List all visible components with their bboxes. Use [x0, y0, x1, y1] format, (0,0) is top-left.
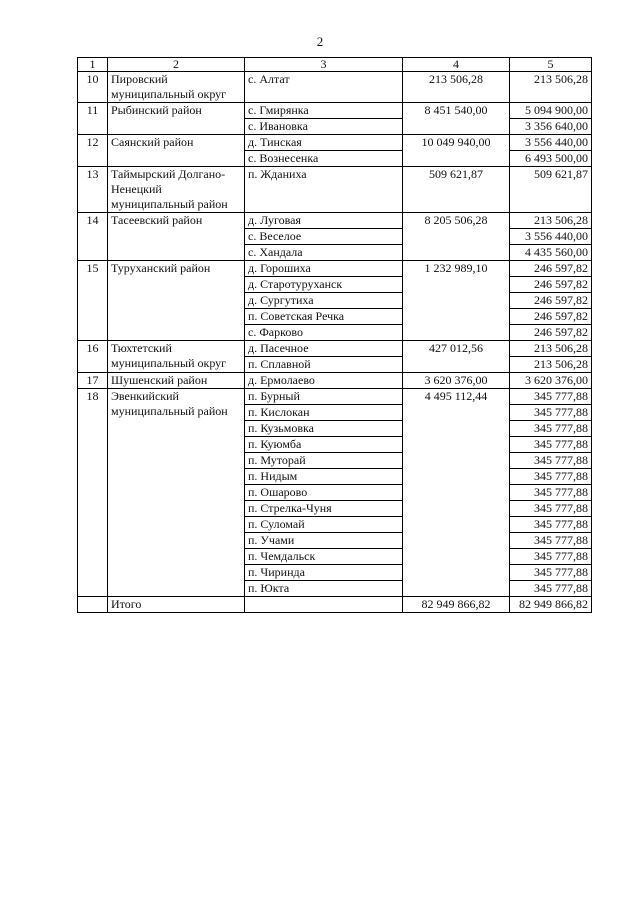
- settlement-amount: 345 777,88: [510, 389, 592, 405]
- grand-total: 82 949 866,82: [403, 597, 510, 613]
- settlement-name: п. Кислокан: [245, 405, 403, 421]
- settlement-name: д. Тинская: [245, 135, 403, 151]
- settlement-name: п. Чиринда: [245, 565, 403, 581]
- row-number: 14: [78, 213, 108, 261]
- settlement-amount: 213 506,28: [510, 341, 592, 357]
- total-empty-cell: [245, 597, 403, 613]
- settlement-amount: 213 506,28: [510, 72, 592, 103]
- settlement-amount: 4 435 560,00: [510, 245, 592, 261]
- settlement-name: п. Нидым: [245, 469, 403, 485]
- table-row: [78, 135, 592, 151]
- header-cell: 4: [403, 58, 510, 72]
- settlement-amount: 6 493 500,00: [510, 151, 592, 167]
- settlement-amount: 246 597,82: [510, 261, 592, 277]
- settlement-name: с. Фарково: [245, 325, 403, 341]
- settlement-amount: 345 777,88: [510, 405, 592, 421]
- table-row: [78, 213, 592, 229]
- region-name: Шушенский район: [108, 373, 245, 389]
- settlement-amount: 213 506,28: [510, 357, 592, 373]
- settlement-name: п. Учами: [245, 533, 403, 549]
- header-cell: 1: [78, 58, 108, 72]
- row-number: 10: [78, 72, 108, 103]
- settlement-name: д. Луговая: [245, 213, 403, 229]
- settlement-name: с. Вознесенка: [245, 151, 403, 167]
- region-name: Пировский муниципальный округ: [108, 72, 245, 103]
- settlement-amount: 509 621,87: [510, 167, 592, 213]
- settlement-amount: 345 777,88: [510, 565, 592, 581]
- settlement-name: д. Пасечное: [245, 341, 403, 357]
- region-name: Таймырский Долгано-Ненецкий муниципальный район: [108, 167, 245, 213]
- table-row: [78, 373, 592, 389]
- settlement-name: п. Юкта: [245, 581, 403, 597]
- settlement-name: п. Стрелка-Чуня: [245, 501, 403, 517]
- header-cell: 5: [510, 58, 592, 72]
- settlement-amount: 345 777,88: [510, 469, 592, 485]
- settlement-name: с. Алтат: [245, 72, 403, 103]
- region-total: 8 451 540,00: [403, 103, 510, 135]
- settlement-name: с. Гмирянка: [245, 103, 403, 119]
- settlement-amount: 345 777,88: [510, 549, 592, 565]
- row-number: 13: [78, 167, 108, 213]
- settlement-amount: 345 777,88: [510, 581, 592, 597]
- region-total: 509 621,87: [403, 167, 510, 213]
- settlement-amount: 3 620 376,00: [510, 373, 592, 389]
- region-name: Эвенкийский муниципальный район: [108, 389, 245, 597]
- settlement-amount: 213 506,28: [510, 213, 592, 229]
- settlement-name: д. Сургутиха: [245, 293, 403, 309]
- settlement-name: д. Старотуруханск: [245, 277, 403, 293]
- region-total: 213 506,28: [403, 72, 510, 103]
- settlement-name: с. Веселое: [245, 229, 403, 245]
- row-number: 17: [78, 373, 108, 389]
- region-total: 10 049 940,00: [403, 135, 510, 167]
- table-body: [78, 58, 592, 613]
- settlement-amount: 246 597,82: [510, 325, 592, 341]
- region-total: 8 205 506,28: [403, 213, 510, 261]
- settlement-name: п. Чемдальск: [245, 549, 403, 565]
- settlement-amount: 246 597,82: [510, 309, 592, 325]
- region-total: 4 495 112,44: [403, 389, 510, 597]
- total-label: Итого: [108, 597, 245, 613]
- settlement-amount: 246 597,82: [510, 277, 592, 293]
- region-total: 3 620 376,00: [403, 373, 510, 389]
- settlement-amount: 5 094 900,00: [510, 103, 592, 119]
- header-cell: 3: [245, 58, 403, 72]
- settlement-amount: 345 777,88: [510, 421, 592, 437]
- table-row: [78, 389, 592, 405]
- row-number: 15: [78, 261, 108, 341]
- region-total: 427 012,56: [403, 341, 510, 373]
- header-cell: 2: [108, 58, 245, 72]
- settlement-amount: 3 556 440,00: [510, 135, 592, 151]
- total-empty-cell: [78, 597, 108, 613]
- table-row: [78, 72, 592, 103]
- allocation-table: [77, 57, 592, 613]
- total-row: [78, 597, 592, 613]
- settlement-name: п. Бурный: [245, 389, 403, 405]
- table-row: [78, 261, 592, 277]
- table-row: [78, 103, 592, 119]
- region-name: Саянский район: [108, 135, 245, 167]
- header-row: [78, 58, 592, 72]
- region-name: Тасеевский район: [108, 213, 245, 261]
- settlement-name: п. Жданиха: [245, 167, 403, 213]
- row-number: 16: [78, 341, 108, 373]
- settlement-name: п. Ошарово: [245, 485, 403, 501]
- settlement-amount: 345 777,88: [510, 501, 592, 517]
- region-name: Тюхтетский муниципальный округ: [108, 341, 245, 373]
- settlement-name: д. Горошиха: [245, 261, 403, 277]
- table-row: [78, 167, 592, 213]
- region-total: 1 232 989,10: [403, 261, 510, 341]
- settlement-amount: 345 777,88: [510, 517, 592, 533]
- settlement-name: п. Сплавной: [245, 357, 403, 373]
- settlement-amount: 345 777,88: [510, 533, 592, 549]
- table-row: [78, 341, 592, 357]
- settlement-amount: 345 777,88: [510, 437, 592, 453]
- settlement-amount: 246 597,82: [510, 293, 592, 309]
- row-number: 12: [78, 135, 108, 167]
- row-number: 18: [78, 389, 108, 597]
- settlement-name: п. Куюмба: [245, 437, 403, 453]
- settlement-amount: 345 777,88: [510, 485, 592, 501]
- region-name: Туруханский район: [108, 261, 245, 341]
- grand-total-amount: 82 949 866,82: [510, 597, 592, 613]
- settlement-name: п. Кузьмовка: [245, 421, 403, 437]
- settlement-name: с. Ивановка: [245, 119, 403, 135]
- page-number: 2: [316, 34, 324, 49]
- row-number: 11: [78, 103, 108, 135]
- region-name: Рыбинский район: [108, 103, 245, 135]
- settlement-amount: 3 356 640,00: [510, 119, 592, 135]
- settlement-amount: 345 777,88: [510, 453, 592, 469]
- settlement-amount: 3 556 440,00: [510, 229, 592, 245]
- settlement-name: п. Муторай: [245, 453, 403, 469]
- settlement-name: д. Ермолаево: [245, 373, 403, 389]
- settlement-name: п. Суломай: [245, 517, 403, 533]
- settlement-name: с. Хандала: [245, 245, 403, 261]
- settlement-name: п. Советская Речка: [245, 309, 403, 325]
